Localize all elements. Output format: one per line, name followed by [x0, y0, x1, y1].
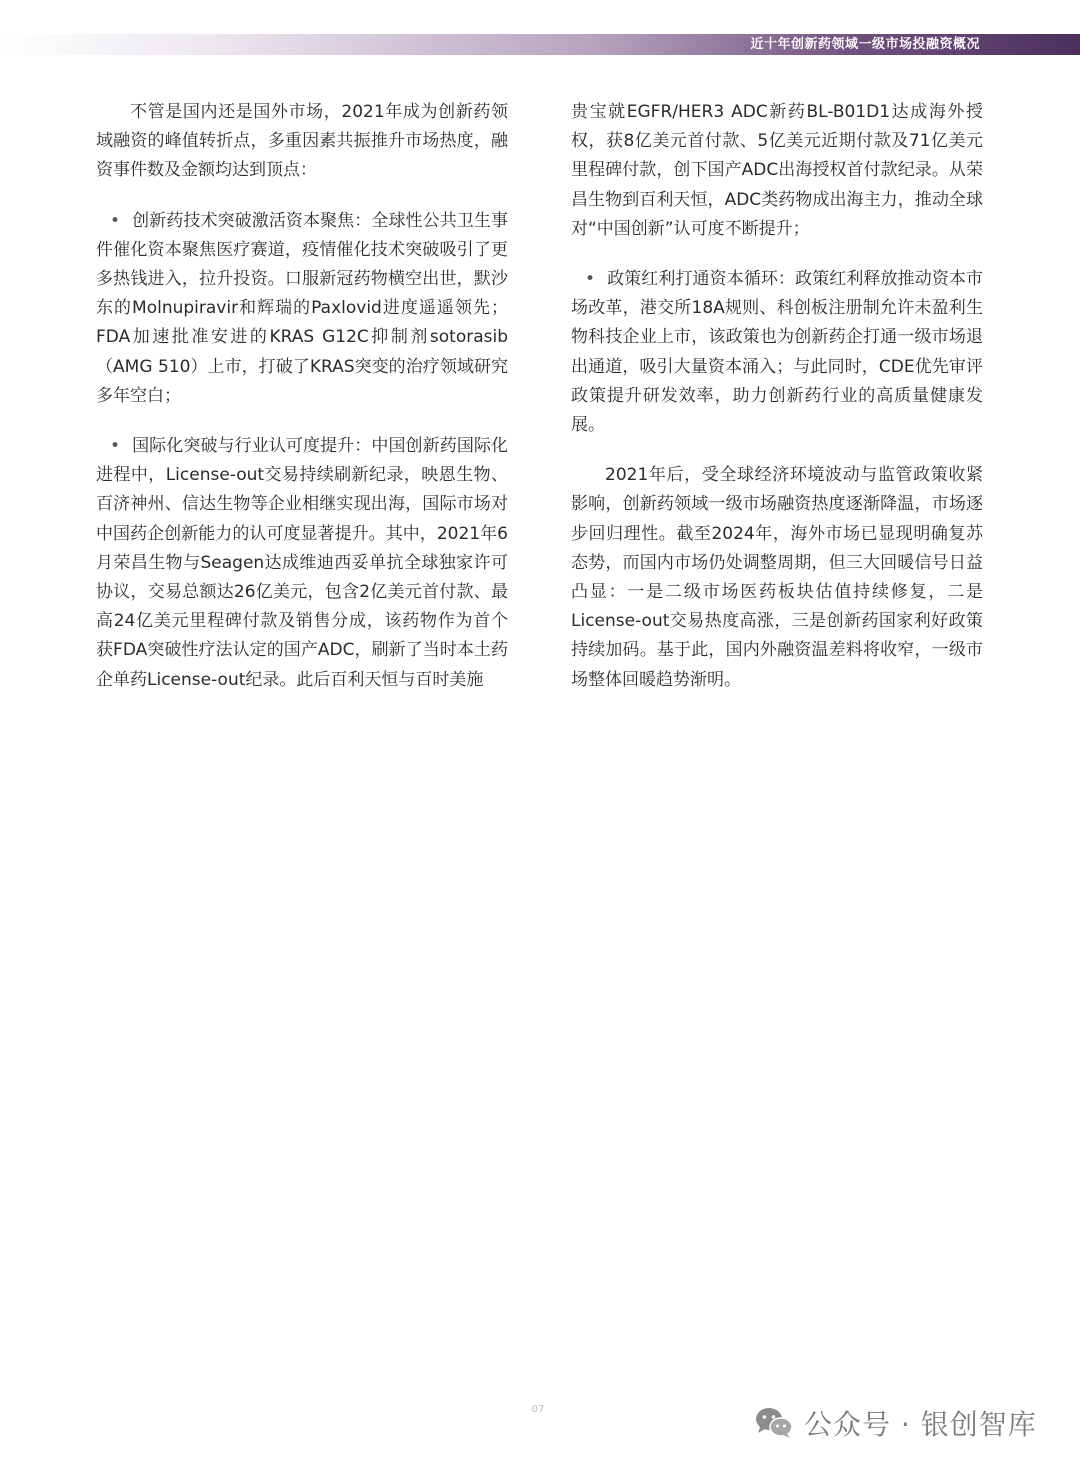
- bullet-tech-breakthrough: [96, 207, 508, 411]
- intro-paragraph: 不管是国内还是国外市场，2021年成为创新药领域融资的峰值转折点，多重因素共振推升市场热度，融资事件数及金额均达到顶点：: [96, 102, 508, 181]
- bullet-internationalization-text: 国际化突破与行业认可度提升：中国创新药国际化进程中，License-out交易持续刷新纪录，映恩生物、百济神州、信达生物等企业相继实现出海，国际市场对中国药企创新能力的认可度显著提升。其中，2021年6月荣昌生物与Seagen达成维迪西妥单抗全球独家许可协议，交易总额达26亿美元，包含2亿美元首付款、最高24亿美元里程碑付款及销售分成，该药物作为首个获FDA突破性疗法认定的国产ADC，刷新了当时本土药企单药License-out纪录。此后百利天恒与百时美施: [96, 436, 508, 690]
- bullet-icon: •: [585, 269, 596, 290]
- bullet-policy-dividend: [571, 265, 983, 440]
- header-title: 近十年创新药领域一级市场投融资概况: [750, 37, 980, 52]
- continuation-paragraph: 贵宝就EGFR/HER3 ADC新药BL-B01D1达成海外授权，获8亿美元首付款、5亿美元近期付款及71亿美元里程碑付款，创下国产ADC出海授权首付款纪录。从荣昌生物到百利天恒，ADC类药物成出海主力，推动全球对“中国创新”认可度不断提升；: [571, 102, 983, 239]
- right-column: [571, 98, 983, 716]
- bullet-tech-breakthrough-text: 创新药技术突破激活资本聚焦：全球性公共卫生事件催化资本聚焦医疗赛道，疫情催化技术突破吸引了更多热钱进入，拉升投资。口服新冠药物横空出世，默沙东的Molnupiravir和辉瑞的Paxlovid进度遥遥领先；FDA加速批准安进的KRAS G12C抑制剂sotorasib（AMG 510）上市，打破了KRAS突变的治疗领域研究多年空白；: [96, 210, 508, 406]
- left-column: [96, 98, 508, 716]
- bullet-internationalization: [96, 432, 508, 695]
- page-number: 07: [531, 1404, 545, 1415]
- bullet-policy-dividend-text: 政策红利打通资本循环：政策红利释放推动资本市场改革，港交所18A规则、科创板注册制允许未盈利生物科技企业上市，该政策也为创新药企打通一级市场退出通道，吸引大量资本涌入；与此同时，CDE优先审评政策提升研发效率，助力创新药行业的高质量健康发展。: [571, 269, 983, 436]
- watermark: [754, 1399, 1037, 1447]
- closing-paragraph: 2021年后，受全球经济环境波动与监管政策收紧影响，创新药领域一级市场融资热度逐渐降温，市场逐步回归理性。截至2024年，海外市场已显现明确复苏态势，而国内市场仍处调整周期，但三大回暖信号日益凸显：一是二级市场医药板块估值持续修复，二是License-out交易热度高涨，三是创新药国家利好政策持续加码。基于此，国内外融资温差料将收窄，一级市场整体回暖趋势渐明。: [571, 465, 983, 690]
- watermark-text: 公众号 · 银创智库: [804, 1408, 1037, 1441]
- bullet-icon: •: [110, 210, 121, 231]
- bullet-icon: •: [110, 436, 121, 457]
- wechat-icon: [754, 1406, 794, 1440]
